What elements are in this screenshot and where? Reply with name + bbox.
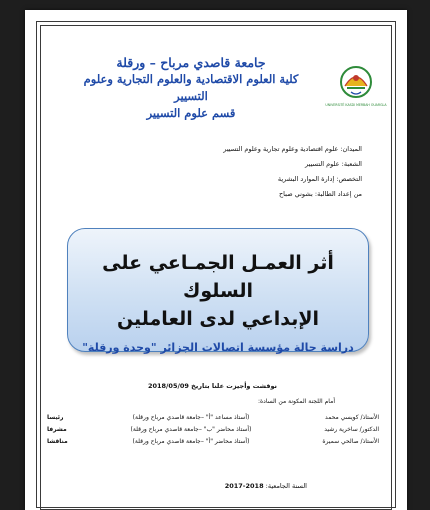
info-student: من إعداد الطالبة: بشوني صباح [278,190,362,198]
department-name: قسم علوم التسيير [146,106,236,120]
info-field: الميدان: علوم اقتصادية وعلوم تجارية وعلوم التسيير [223,145,362,153]
thesis-case-study: دراسة حالة مؤسسة اتصالات الجزائر "وحدة ورقلة" [82,341,354,354]
member-institution: (أستاذ محاضر "ب" –جامعة قاصدي مرباح ورقلة) [130,425,252,433]
thesis-title-line2: الإبداعي لدى العاملين [116,308,320,330]
member-role: رئيسا [47,413,64,421]
member-institution: (أستاذ محاضر "أ" –جامعة قاصدي مرباح ورقلة) [132,437,250,445]
study-info [223,142,362,202]
academic-year [225,482,307,490]
document-page [25,10,407,510]
info-specialty: التخصص: إدارة الموارد البشرية [277,175,362,183]
member-name: الأستاذ/ صالحي سميرة [322,437,379,445]
member-institution: (أستاذ مساعد "أ" –جامعة قاصدي مرباح ورقلة) [132,413,250,421]
thesis-title-line1: أثر العمـل الجمـاعي على السلوك [102,252,334,302]
committee-row [47,423,379,435]
logo-caption: UNIVERSITÉ KASDI MERBAH OUARGLA [325,103,387,107]
member-name: الأستاذ/ كويسي محمد [325,413,379,421]
member-name: الدكتور/ ساخرية رشيد [324,425,379,433]
university-logo-icon [325,64,387,110]
university-header [65,54,317,122]
academic-year-value: 2018-2017 [224,482,264,490]
info-branch: الشعبة: علوم التسيير [305,160,362,168]
thesis-title-box [67,228,369,352]
committee-table [47,411,379,447]
committee-header: أمام اللجنة المكونة من السادة: [258,398,335,405]
university-name: جامعة قاصدي مرباح – ورقلة [116,55,266,70]
academic-year-label: السنة الجامعية: [265,482,307,490]
committee-row [47,411,379,423]
member-role: مشرفا [47,425,67,433]
defense-date: نوقشت وأجيزت علنا بتاريخ 2018/05/09 [147,382,277,390]
committee-row [47,435,379,447]
faculty-name: كلية العلوم الاقتصادية والعلوم التجارية وعلوم التسيير [83,72,299,103]
member-role: مناقشا [47,437,68,445]
